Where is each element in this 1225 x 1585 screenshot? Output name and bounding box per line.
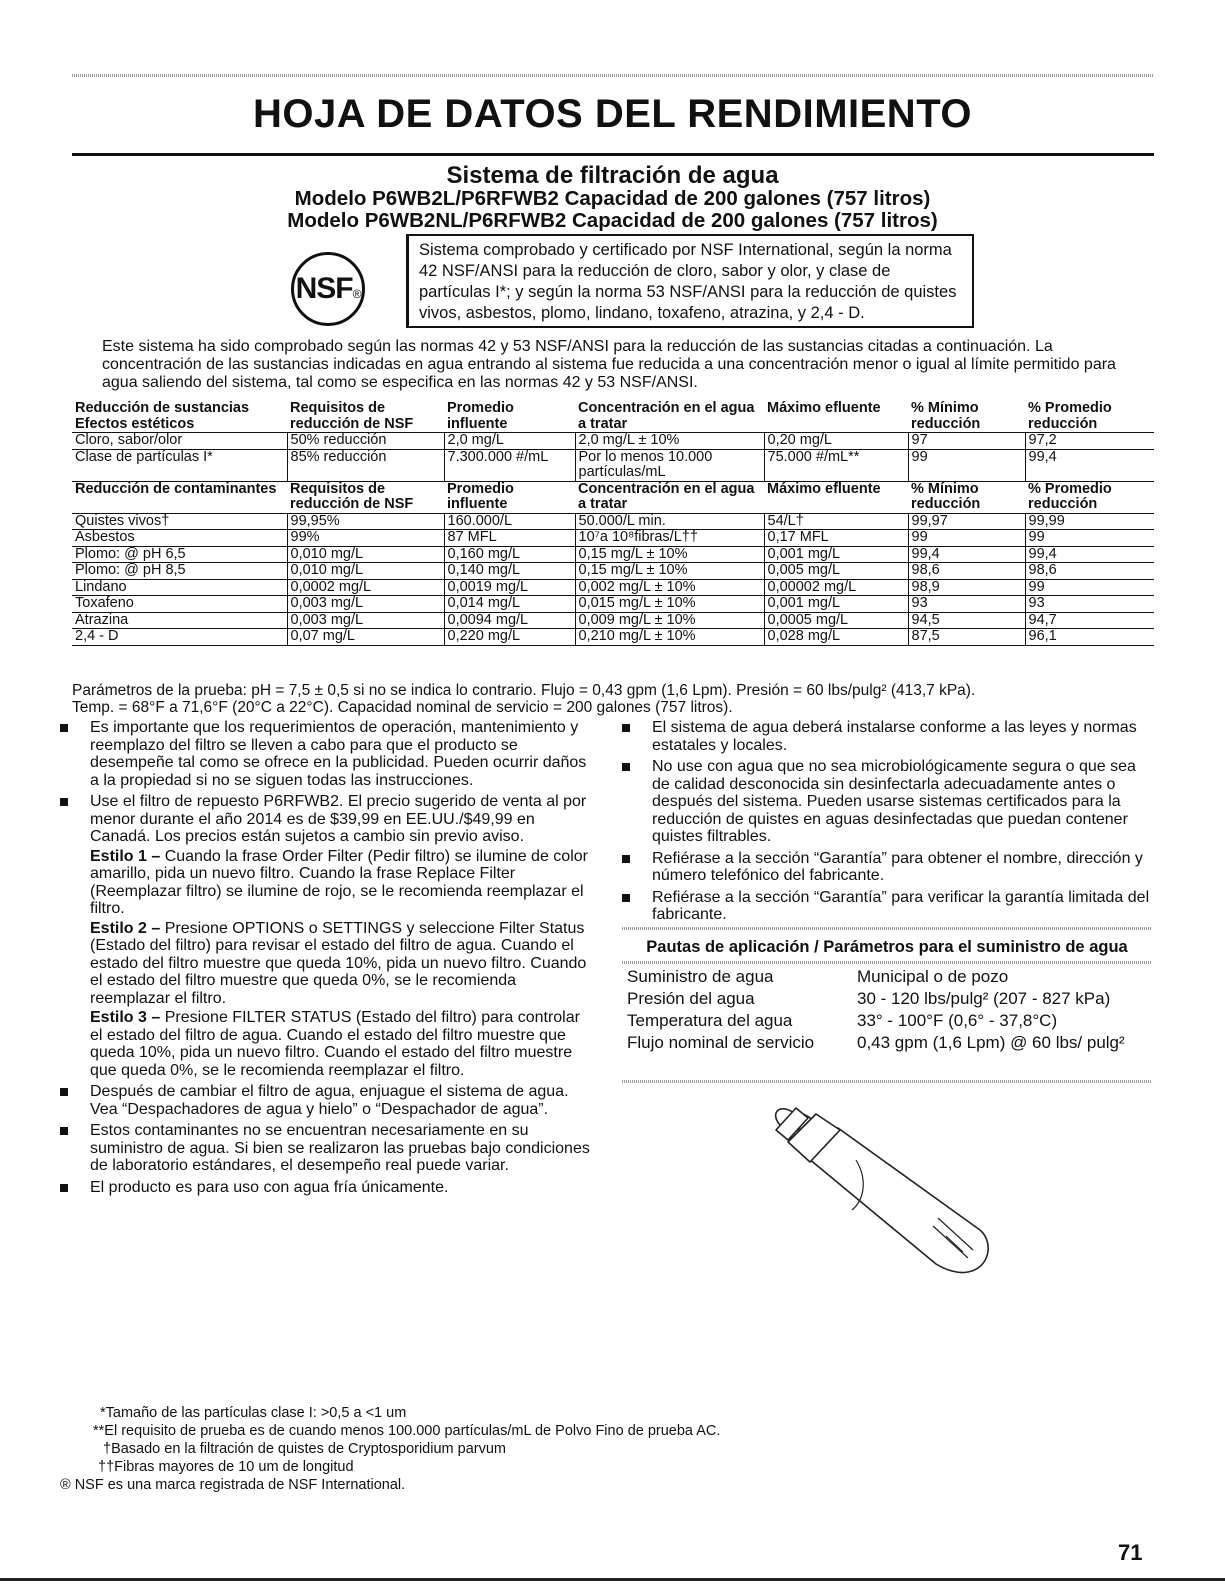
list-item: [60, 719, 590, 789]
guideline-label: Suministro de agua: [627, 967, 774, 986]
table-cell: 0,140 mg/L: [444, 563, 575, 580]
table-cell: 0,15 mg/L ± 10%: [575, 546, 764, 563]
table-cell: 85% reducción: [287, 449, 444, 481]
nsf-certification-box: Sistema comprobado y certificado por NSF International, según la norma 42 NSF/ANSI para la reducción de cloro, sabor y olor, y clase de partículas I*; y según la norma 53 NSF/ANSI para la reducción de quistes vivos, asbestos, plomo, lindano, toxafeno, atrazina, y 2,4 - D.: [406, 234, 974, 328]
style-3-text: Presione FILTER STATUS (Estado del filtro) para controlar el estado del filtro de agua. Cuando el estado del filtro muestre que queda 10%, pida un nuevo filtro. Cuando el estado del filtro muestre que queda 0%, se le recomienda reemplazar el filtro.: [90, 1009, 580, 1079]
header-cell: Máximo efluente: [764, 481, 908, 513]
style-2-text: Presione OPTIONS o SETTINGS y seleccione Filter Status (Estado del filtro) para revisar el estado del filtro de agua. Cuando el estado del filtro muestre que queda 10%, pida un nuevo filtro. Cuando el estado del filtro muestre que queda 0%, se le recomienda reemplazar el filtro.: [90, 919, 587, 1007]
table-cell: 50.000/L min.: [575, 513, 764, 530]
style-3-paragraph: [90, 1009, 590, 1079]
footnote: **El requisito de prueba es de cuando menos 100.000 partículas/mL de Polvo Fino de prueba AC.: [93, 1423, 721, 1439]
nsf-logo-mark: ®: [352, 287, 361, 301]
list-item-text: El sistema de agua deberá instalarse conforme a las leyes y normas estatales y locales.: [652, 719, 1137, 754]
header-cell: % Promedio reducción: [1025, 481, 1154, 513]
bullet-square-icon: [60, 798, 68, 806]
guideline-label: Presión del agua: [627, 989, 755, 1008]
table-row: [72, 596, 1154, 613]
table-cell: 0,001 mg/L: [764, 546, 908, 563]
table-cell: 0,160 mg/L: [444, 546, 575, 563]
table-cell: 2,0 mg/L: [444, 433, 575, 450]
table-cell: 0,001 mg/L: [764, 596, 908, 613]
table-cell: 10⁷a 10⁸fibras/L††: [575, 530, 764, 547]
table-cell: Cloro, sabor/olor: [72, 433, 287, 450]
list-item: [60, 1083, 590, 1118]
table-cell: 0,0019 mg/L: [444, 579, 575, 596]
style-3-label: Estilo 3 –: [90, 1009, 161, 1026]
table-cell: 99,97: [908, 513, 1025, 530]
header-cell: Reducción de sustancias Efectos estéticos: [72, 401, 287, 433]
bullet-square-icon: [622, 855, 630, 863]
table-cell: 0,220 mg/L: [444, 629, 575, 646]
table-cell: 0,0005 mg/L: [764, 612, 908, 629]
table-cell: 0,005 mg/L: [764, 563, 908, 580]
table-cell: 99: [908, 530, 1025, 547]
bottom-rule: [0, 1578, 1225, 1581]
list-item-text: Refiérase a la sección “Garantía” para verificar la garantía limitada del fabricante.: [652, 888, 1150, 923]
table-row: [627, 1010, 1147, 1032]
style-1-text: Cuando la frase Order Filter (Pedir filtro) se ilumine de color amarillo, pida un nuevo filtro. Cuando la frase Replace Filter (Reemplazar filtro) se ilumine de rojo, se le recomienda reemplazar el filtro.: [90, 847, 588, 917]
table-cell: 96,1: [1025, 629, 1154, 646]
footnote: *Tamaño de las partículas clase I: >0,5 a <1 um: [100, 1405, 407, 1421]
guideline-value: 33° - 100°F (0,6° - 37,8°C): [857, 1011, 1058, 1030]
header-cell: % Promedio reducción: [1025, 401, 1154, 433]
table-row: [72, 530, 1154, 547]
list-item: [622, 889, 1150, 924]
table-cell: 7.300.000 #/mL: [444, 449, 575, 481]
table-cell: 99,4: [1025, 449, 1154, 481]
table-cell: 0,009 mg/L ± 10%: [575, 612, 764, 629]
guidelines-title-rule: [622, 961, 1152, 964]
test-parameters: [72, 682, 1162, 716]
model-line-1: Modelo P6WB2L/P6RFWB2 Capacidad de 200 galones (757 litros): [294, 187, 931, 210]
guideline-value: Municipal o de pozo: [857, 967, 1009, 986]
table-row: [72, 546, 1154, 563]
table-cell: 99: [1025, 530, 1154, 547]
list-item-text: Use el filtro de repuesto P6RFWB2. El precio sugerido de venta al por menor durante el año 2014 es de $39,99 en EE.UU./$49,99 en Canadá. Los precios están sujetos a cambio sin previo aviso.: [90, 793, 587, 845]
table-cell: 87,5: [908, 629, 1025, 646]
table-cell: 99,4: [1025, 546, 1154, 563]
table-cell: 0,003 mg/L: [287, 612, 444, 629]
guideline-label: Flujo nominal de servicio: [627, 1033, 815, 1052]
header-cell: Requisitos de reducción de NSF: [287, 401, 444, 433]
table-header-row: [72, 401, 1154, 433]
table-row: [72, 449, 1154, 481]
intro-paragraph: Este sistema ha sido comprobado según las normas 42 y 53 NSF/ANSI para la reducción de las sustancias citadas a continuación. La concentración de las sustancias indicadas en agua entrando al sistema fue reducida a una concentración menor o igual al límite permitido para agua saliendo del sistema, tal como se especifica en las normas 42 y 53 NSF/ANSI.: [102, 338, 1116, 391]
table-cell: 87 MFL: [444, 530, 575, 547]
table-cell: 94,5: [908, 612, 1025, 629]
footnote: ††Fibras mayores de 10 um de longitud: [98, 1459, 354, 1475]
table-row: [72, 433, 1154, 450]
guidelines-bottom-rule: [622, 1080, 1152, 1083]
table-row: [627, 966, 1147, 988]
table-cell: 99: [908, 449, 1025, 481]
guidelines-table: [627, 966, 1147, 1054]
table-cell: 97,2: [1025, 433, 1154, 450]
table-cell: 0,15 mg/L ± 10%: [575, 563, 764, 580]
table-header-row: [72, 481, 1154, 513]
style-1-label: Estilo 1 –: [90, 847, 161, 865]
list-item: [60, 793, 590, 1079]
table-cell: Clase de partículas I*: [72, 449, 287, 481]
list-item-text: Estos contaminantes no se encuentran necesariamente en su suministro de agua. Si bien se realizaron las pruebas bajo condiciones de laboratorio estándares, el desempeño real puede variar.: [90, 1122, 590, 1174]
right-bullet-list: [622, 719, 1150, 928]
table-cell: Plomo: @ pH 8,5: [72, 563, 287, 580]
header-cell: Requisitos de reducción de NSF: [287, 481, 444, 513]
table-cell: Atrazina: [72, 612, 287, 629]
table-cell: 93: [908, 596, 1025, 613]
table-cell: 0,003 mg/L: [287, 596, 444, 613]
page-title: HOJA DE DATOS DEL RENDIMIENTO: [252, 92, 973, 136]
table-cell: 54/L†: [764, 513, 908, 530]
list-item: [622, 719, 1150, 754]
table-cell: 99,4: [908, 546, 1025, 563]
bullet-square-icon: [622, 763, 630, 771]
title-rule: [72, 153, 1154, 156]
table-cell: 0,010 mg/L: [287, 546, 444, 563]
table-cell: 0,002 mg/L ± 10%: [575, 579, 764, 596]
list-item-text: Después de cambiar el filtro de agua, enjuague el sistema de agua. Vea “Despachadores de agua y hielo” o “Despachador de agua”.: [90, 1083, 569, 1118]
table-row: [72, 563, 1154, 580]
list-item-text: Es importante que los requerimientos de operación, mantenimiento y reemplazo del filtro se lleven a cabo para que el producto se desempeñe tal como se ofrece en la publicidad. Pueden ocurrir daños a la propiedad si no se siguen todas las instrucciones.: [90, 719, 587, 789]
top-dotted-rule: [72, 74, 1154, 77]
table-cell: 0,210 mg/L ± 10%: [575, 629, 764, 646]
table-cell: 0,014 mg/L: [444, 596, 575, 613]
table-cell: 99,95%: [287, 513, 444, 530]
model-line-2: Modelo P6WB2NL/P6RFWB2 Capacidad de 200 galones (757 litros): [287, 209, 938, 232]
guideline-value: 0,43 gpm (1,6 Lpm) @ 60 lbs/ pulg²: [857, 1033, 1125, 1052]
left-bullet-list: [60, 719, 590, 1200]
header-cell: % Mínimo reducción: [908, 401, 1025, 433]
list-item-text: Refiérase a la sección “Garantía” para obtener el nombre, dirección y número telefónico del fabricante.: [652, 849, 1143, 884]
guidelines-title: Pautas de aplicación / Parámetros para el suministro de agua: [646, 938, 1128, 956]
table-row: [72, 513, 1154, 530]
table-cell: Lindano: [72, 579, 287, 596]
header-cell: Concentración en el agua a tratar: [575, 481, 764, 513]
performance-table: [72, 401, 1154, 646]
bullet-square-icon: [60, 1184, 68, 1192]
style-1-paragraph: [90, 848, 590, 918]
table-cell: 0,0094 mg/L: [444, 612, 575, 629]
table-cell: 99,99: [1025, 513, 1154, 530]
test-parameters-line-2: Temp. = 68°F a 71,6°F (20°C a 22°C). Capacidad nominal de servicio = 200 galones (757 litros).: [72, 699, 733, 716]
header-cell: Promedio influente: [444, 401, 575, 433]
table-row: [72, 612, 1154, 629]
list-item: [60, 1122, 590, 1175]
footnote: ® NSF es una marca registrada de NSF International.: [60, 1477, 406, 1493]
nsf-logo-text: NSF: [295, 272, 353, 305]
page-number: 71: [1118, 1540, 1143, 1565]
table-cell: Por lo menos 10.000 partículas/mL: [575, 449, 764, 481]
header-cell: Reducción de contaminantes: [72, 481, 287, 513]
nsf-logo-icon: [291, 252, 365, 326]
table-cell: 0,015 mg/L ± 10%: [575, 596, 764, 613]
table-cell: 99: [1025, 579, 1154, 596]
table-cell: 0,0002 mg/L: [287, 579, 444, 596]
table-row: [627, 1032, 1147, 1054]
table-cell: 2,0 mg/L ± 10%: [575, 433, 764, 450]
water-filter-illustration: [768, 1100, 998, 1280]
table-cell: 98,6: [1025, 563, 1154, 580]
table-cell: 97: [908, 433, 1025, 450]
table-cell: 94,7: [1025, 612, 1154, 629]
list-item-text: El producto es para uso con agua fría únicamente.: [90, 1178, 449, 1196]
list-item: [622, 850, 1150, 885]
table-cell: Asbestos: [72, 530, 287, 547]
guidelines-top-rule: [622, 927, 1152, 930]
table-cell: 0,17 MFL: [764, 530, 908, 547]
list-item-text: No use con agua que no sea microbiológicamente segura o que sea de calidad desconocida sin desinfectarla adecuadamente antes o después del sistema. Pueden usarse sistemas certificados para la reducción de quistes en aguas desinfectadas que puedan contener quistes filtrables.: [652, 758, 1136, 845]
test-parameters-line-1: Parámetros de la prueba: pH = 7,5 ± 0,5 si no se indica lo contrario. Flujo = 0,43 gpm (1,6 Lpm). Presión = 60 lbs/pulg² (413,7 kPa).: [72, 682, 976, 699]
table-cell: 0,07 mg/L: [287, 629, 444, 646]
table-cell: 160.000/L: [444, 513, 575, 530]
table-cell: 2,4 - D: [72, 629, 287, 646]
table-cell: Quistes vivos†: [72, 513, 287, 530]
bullet-square-icon: [622, 894, 630, 902]
table-cell: 75.000 #/mL**: [764, 449, 908, 481]
system-heading: Sistema de filtración de agua: [446, 162, 779, 189]
table-row: [72, 579, 1154, 596]
bullet-square-icon: [60, 1088, 68, 1096]
footnote: †Basado en la filtración de quistes de Cryptosporidium parvum: [103, 1441, 506, 1457]
list-item: [622, 758, 1150, 846]
table-cell: 99%: [287, 530, 444, 547]
footnotes: [60, 1404, 720, 1494]
table-cell: 0,010 mg/L: [287, 563, 444, 580]
header-cell: % Mínimo reducción: [908, 481, 1025, 513]
table-row: [627, 988, 1147, 1010]
style-2-paragraph: [90, 920, 590, 1008]
table-cell: 98,9: [908, 579, 1025, 596]
table-cell: 50% reducción: [287, 433, 444, 450]
bullet-square-icon: [60, 1127, 68, 1135]
table-cell: Toxafeno: [72, 596, 287, 613]
header-cell: Promedio influente: [444, 481, 575, 513]
bullet-square-icon: [60, 724, 68, 732]
header-cell: Concentración en el agua a tratar: [575, 401, 764, 433]
table-row: [72, 629, 1154, 646]
list-item: [60, 1179, 590, 1197]
style-2-label: Estilo 2 –: [90, 919, 161, 937]
table-cell: Plomo: @ pH 6,5: [72, 546, 287, 563]
guideline-label: Temperatura del agua: [627, 1011, 793, 1030]
table-cell: 0,028 mg/L: [764, 629, 908, 646]
table-cell: 93: [1025, 596, 1154, 613]
header-cell: Máximo efluente: [764, 401, 908, 433]
table-cell: 98,6: [908, 563, 1025, 580]
table-cell: 0,20 mg/L: [764, 433, 908, 450]
table-cell: 0,00002 mg/L: [764, 579, 908, 596]
guideline-value: 30 - 120 lbs/pulg² (207 - 827 kPa): [857, 989, 1111, 1008]
bullet-square-icon: [622, 724, 630, 732]
